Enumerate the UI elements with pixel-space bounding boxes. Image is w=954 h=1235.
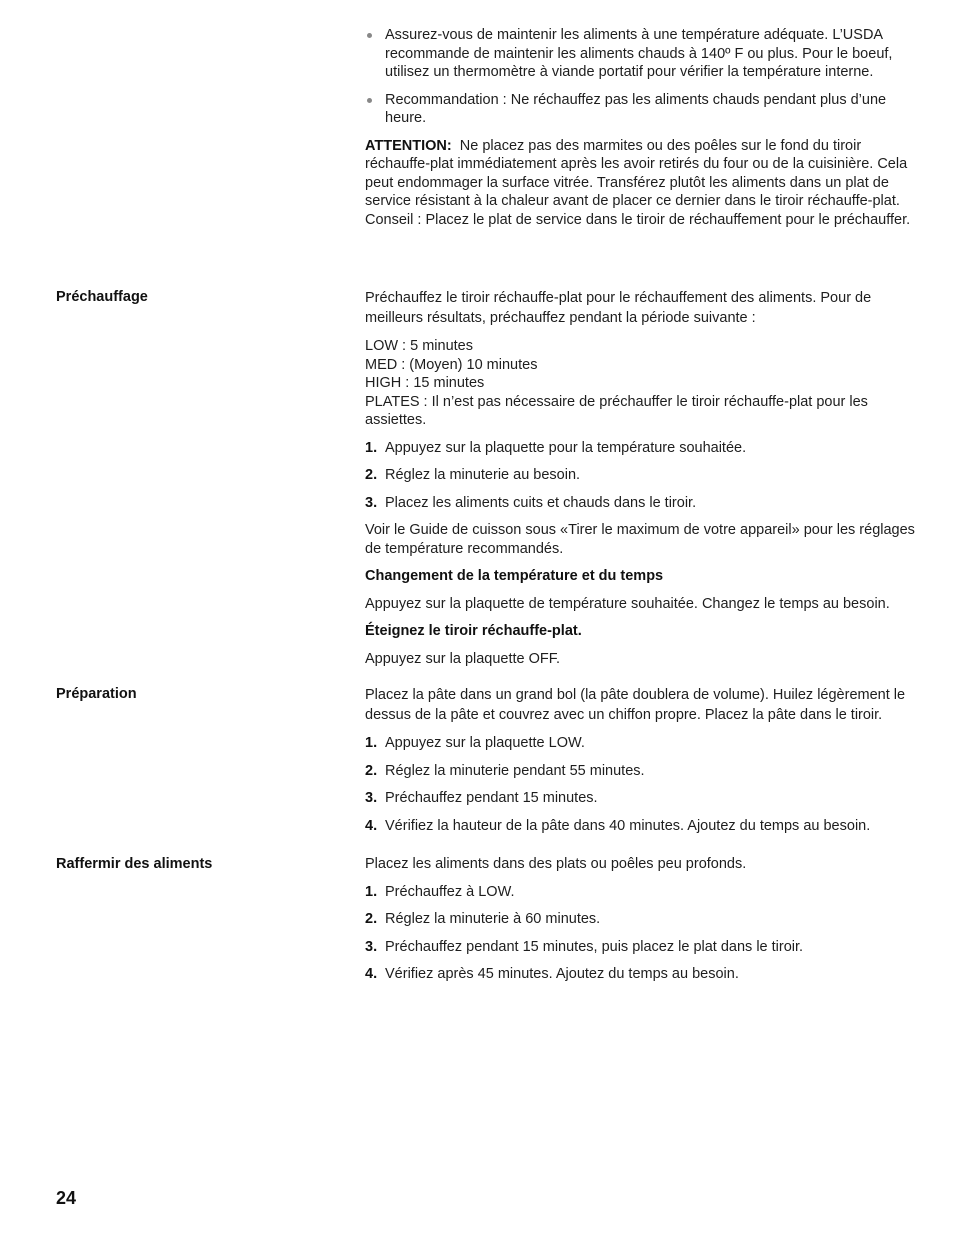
step-item [365, 439, 925, 458]
step-number: 3. [365, 494, 378, 511]
step-number: 1. [365, 883, 378, 900]
attention-paragraph [365, 137, 925, 211]
guide-note: Voir le Guide de cuisson sous «Tirer le maximum de votre appareil» pour les réglages de température recommandés. [365, 522, 915, 557]
preparation-intro: Placez la pâte dans un grand bol (la pâte doublera de volume). Huilez légèrement le dessus de la pâte et couvrez avec un chiffon propre. Placez la pâte dans le tiroir. [365, 687, 906, 723]
raffermir-section [365, 855, 925, 993]
step-item [365, 734, 925, 753]
attention-text: Ne placez pas des marmites ou des poêles sur le fond du tiroir réchauffe-plat immédiatement après les avoir retirés du four ou de la cuisinière. Cela peut endommager la surface vitrée. Transférez plutôt les aliments dans un plat de service résistant à la chaleur avant de placer ce dernier dans le tiroir réchauffe-plat. [365, 137, 908, 209]
preheat-time-med: MED : (Moyen) 10 minutes [365, 356, 538, 373]
step-number: 2. [365, 911, 378, 927]
step-item [365, 965, 925, 984]
step-text: Vérifiez la hauteur de la pâte dans 40 minutes. Ajoutez du temps au besoin. [385, 817, 871, 834]
step-text: Réglez la minuterie au besoin. [385, 467, 581, 483]
step-number: 2. [365, 467, 378, 483]
step-item [365, 910, 925, 929]
step-item [365, 817, 925, 836]
subsection-heading-change: Changement de la température et du temps [365, 568, 664, 584]
change-text: Appuyez sur la plaquette de température souhaitée. Changez le temps au besoin. [365, 595, 890, 612]
step-number: 2. [365, 762, 378, 779]
step-number: 4. [365, 817, 378, 834]
step-text: Réglez la minuterie à 60 minutes. [385, 911, 601, 927]
step-text: Placez les aliments cuits et chauds dans le tiroir. [385, 494, 697, 511]
section-heading-prechauffage: Préchauffage [56, 289, 148, 305]
step-text: Préchauffez pendant 15 minutes. [385, 790, 598, 806]
step-number: 4. [365, 966, 378, 982]
step-text: Réglez la minuterie pendant 55 minutes. [385, 762, 645, 779]
step-text: Préchauffez à LOW. [385, 883, 515, 900]
off-text: Appuyez sur la plaquette OFF. [365, 650, 561, 667]
intro-section [365, 26, 925, 229]
bullet-item: Assurez-vous de maintenir les aliments à une température adéquate. L’USDA recommande de maintenir les aliments chauds à 140º F ou plus. Pour le boeuf, utilisez un thermomètre à viande portatif pour vérifier la température interne. [365, 26, 925, 82]
preheat-time-low: LOW : 5 minutes [365, 338, 473, 354]
step-number: 1. [365, 735, 378, 751]
bullet-item: Recommandation : Ne réchauffez pas les aliments chauds pendant plus d’une heure. [365, 91, 925, 128]
step-item [365, 762, 925, 781]
subsection-heading-off: Éteignez le tiroir réchauffe-plat. [365, 623, 582, 639]
preheat-time-plates: PLATES : Il n’est pas nécessaire de préchauffer le tiroir réchauffe-plat pour les assiettes. [365, 393, 868, 428]
attention-label: ATTENTION: [365, 137, 452, 154]
step-item [365, 883, 925, 902]
step-item [365, 938, 925, 957]
step-item [365, 466, 925, 485]
step-number: 3. [365, 938, 378, 955]
preheat-times [365, 337, 925, 430]
preparation-section [365, 685, 925, 844]
step-number: 3. [365, 790, 378, 806]
raffermir-intro: Placez les aliments dans des plats ou poêles peu profonds. [365, 856, 747, 872]
page-number: 24 [56, 1188, 77, 1208]
step-text: Vérifiez après 45 minutes. Ajoutez du temps au besoin. [385, 966, 739, 982]
section-heading-preparation: Préparation [56, 686, 137, 702]
step-text: Appuyez sur la plaquette LOW. [385, 735, 585, 751]
prechauffage-intro: Préchauffez le tiroir réchauffe-plat pour le réchauffement des aliments. Pour de meilleurs résultats, préchauffez pendant la période suivante : [365, 290, 872, 326]
step-number: 1. [365, 439, 378, 456]
step-item [365, 494, 925, 513]
prechauffage-section [365, 288, 925, 668]
step-text: Préchauffez pendant 15 minutes, puis placez le plat dans le tiroir. [385, 938, 804, 955]
step-item [365, 789, 925, 808]
step-text: Appuyez sur la plaquette pour la température souhaitée. [385, 439, 747, 456]
section-heading-raffermir: Raffermir des aliments [56, 856, 213, 872]
tip-text: Conseil : Placez le plat de service dans le tiroir de réchauffement pour le préchauffer. [365, 211, 911, 228]
preheat-time-high: HIGH : 15 minutes [365, 375, 485, 391]
